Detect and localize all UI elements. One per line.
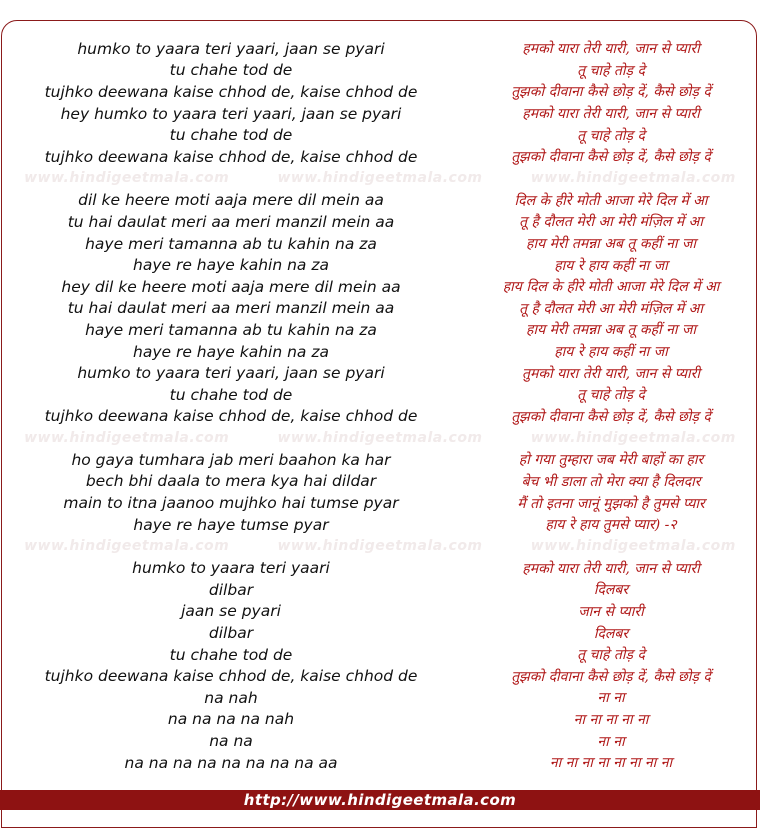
lyric-roman: haye meri tamanna ab tu kahin na za	[85, 234, 377, 253]
lyric-hindi: दिल के हीरे मोती आजा मेरे दिल में आ	[514, 192, 708, 209]
lyric-hindi: तुझको दीवाना कैसे छोड़ दें, कैसे छोड़ दें	[511, 84, 711, 101]
lyric-line	[0, 341, 760, 363]
lyric-roman: tujhko deewana kaise chhod de, kaise chhod de	[44, 667, 418, 686]
stanza	[0, 190, 760, 428]
lyric-hindi: हाय रे हाय कहीं ना जा	[554, 257, 668, 274]
lyric-hindi: बेच भी डाला तो मेरा क्या है दिलदार	[521, 473, 701, 490]
lyrics-content	[0, 38, 760, 795]
lyric-line	[0, 665, 760, 687]
watermark-text: www.hindigeetmala.com	[24, 170, 230, 186]
lyric-roman: haye re haye tumse pyar	[133, 515, 329, 534]
lyric-hindi: हमको यारा तेरी यारी, जान से प्यारी	[522, 41, 700, 58]
lyric-hindi: दिलबर	[593, 625, 629, 642]
lyric-roman: na na	[209, 732, 253, 751]
lyric-roman: na nah	[204, 688, 258, 707]
lyric-line	[0, 730, 760, 752]
lyric-line	[0, 579, 760, 601]
lyric-roman: tujhko deewana kaise chhod de, kaise chhod de	[44, 407, 418, 426]
lyric-line	[0, 644, 760, 666]
lyric-line	[0, 38, 760, 60]
lyric-roman: jaan se pyari	[181, 602, 281, 621]
lyric-roman: na na na na nah	[167, 710, 295, 729]
lyric-hindi: तुझको दीवाना कैसे छोड़ दें, कैसे छोड़ दें	[511, 668, 711, 685]
lyric-roman: hey humko to yaara teri yaari, jaan se pyari	[60, 104, 402, 123]
lyric-line	[0, 211, 760, 233]
lyric-line	[0, 709, 760, 731]
lyric-roman: na na na na na na na na aa	[124, 753, 338, 772]
lyric-roman: dil ke heere moti aaja mere dil mein aa	[78, 191, 384, 210]
footer-url-link[interactable]: http://www.hindigeetmala.com	[243, 791, 517, 809]
lyric-hindi: तुझको दीवाना कैसे छोड़ दें, कैसे छोड़ दें	[511, 149, 711, 166]
stanza	[0, 38, 760, 168]
lyric-roman: tu hai daulat meri aa meri manzil mein aa	[67, 299, 395, 318]
lyric-line	[0, 514, 760, 536]
lyric-hindi: हाय दिल के हीरे मोती आजा मेरे दिल में आ	[502, 279, 720, 296]
lyric-hindi: तू चाहे तोड़ दे	[577, 62, 645, 79]
lyric-roman: humko to yaara teri yaari, jaan se pyari	[77, 364, 385, 383]
watermark-text: www.hindigeetmala.com	[277, 170, 483, 186]
lyric-line	[0, 254, 760, 276]
lyric-line	[0, 81, 760, 103]
lyric-roman: haye re haye kahin na za	[133, 256, 329, 275]
lyric-roman: tu chahe tod de	[169, 645, 293, 664]
lyric-hindi: तुझको दीवाना कैसे छोड़ दें, कैसे छोड़ दें	[511, 408, 711, 425]
watermark-text: www.hindigeetmala.com	[24, 430, 230, 446]
lyric-line	[0, 362, 760, 384]
lyric-line	[0, 103, 760, 125]
lyric-hindi: तू चाहे तोड़ दे	[577, 387, 645, 404]
lyric-line	[0, 687, 760, 709]
lyric-hindi: ना ना	[597, 733, 625, 750]
lyric-roman: haye meri tamanna ab tu kahin na za	[85, 320, 377, 339]
lyric-hindi: दिलबर	[593, 582, 629, 599]
lyric-hindi: तुमको यारा तेरी यारी, जान से प्यारी	[522, 365, 700, 382]
lyric-roman: humko to yaara teri yaari, jaan se pyari	[77, 39, 385, 58]
stanza	[0, 557, 760, 773]
lyric-line	[0, 406, 760, 428]
lyric-line	[0, 319, 760, 341]
lyric-line	[0, 449, 760, 471]
lyric-roman: dilbar	[208, 624, 254, 643]
watermark-text: www.hindigeetmala.com	[277, 538, 483, 554]
lyric-roman: humko to yaara teri yaari	[132, 559, 330, 578]
lyric-roman: tu hai daulat meri aa meri manzil mein aa	[67, 212, 395, 231]
stanza	[0, 449, 760, 535]
lyric-hindi: तू है दौलत मेरी आ मेरी मंज़िल में आ	[519, 214, 703, 231]
lyric-line	[0, 124, 760, 146]
lyric-line	[0, 146, 760, 168]
lyric-hindi: ना ना	[597, 690, 625, 707]
watermark-text: www.hindigeetmala.com	[530, 538, 736, 554]
lyric-roman: tujhko deewana kaise chhod de, kaise chhod de	[44, 147, 418, 166]
lyric-roman: tu chahe tod de	[169, 126, 293, 145]
lyric-roman: hey dil ke heere moti aaja mere dil mein aa	[61, 277, 401, 296]
lyric-hindi: तू चाहे तोड़ दे	[577, 647, 645, 664]
lyric-roman: ho gaya tumhara jab meri baahon ka har	[71, 450, 391, 469]
lyric-line	[0, 752, 760, 774]
lyric-hindi: हाय मेरी तमन्ना अब तू कहीं ना जा	[526, 322, 696, 339]
lyric-line	[0, 276, 760, 298]
lyric-roman: tu chahe tod de	[169, 385, 293, 404]
lyric-roman: haye re haye kahin na za	[133, 342, 329, 361]
lyric-line	[0, 492, 760, 514]
watermark-text: www.hindigeetmala.com	[277, 430, 483, 446]
lyric-roman: dilbar	[208, 580, 254, 599]
lyric-line	[0, 298, 760, 320]
lyric-hindi: हमको यारा तेरी यारी, जान से प्यारी	[522, 106, 700, 123]
footer-bar	[0, 790, 760, 810]
lyric-roman: tujhko deewana kaise chhod de, kaise chhod de	[44, 82, 418, 101]
lyric-hindi: मैं तो इतना जानूं मुझको है तुमसे प्यार	[517, 495, 705, 512]
watermark-text: www.hindigeetmala.com	[530, 430, 736, 446]
lyric-line	[0, 471, 760, 493]
lyric-hindi: हो गया तुम्हारा जब मेरी बाहों का हार	[518, 452, 704, 469]
watermark-text: www.hindigeetmala.com	[530, 170, 736, 186]
lyric-hindi: हाय रे हाय तुमसे प्यार) -२	[545, 517, 677, 534]
lyric-hindi: तू चाहे तोड़ दे	[577, 127, 645, 144]
lyric-hindi: हाय रे हाय कहीं ना जा	[554, 344, 668, 361]
lyric-line	[0, 622, 760, 644]
lyric-roman: tu chahe tod de	[169, 61, 293, 80]
lyric-line	[0, 601, 760, 623]
lyric-roman: main to itna jaanoo mujhko hai tumse pyar	[63, 494, 399, 513]
lyric-line	[0, 557, 760, 579]
lyric-hindi: हाय मेरी तमन्ना अब तू कहीं ना जा	[526, 236, 696, 253]
lyric-line	[0, 233, 760, 255]
watermark-text: www.hindigeetmala.com	[24, 538, 230, 554]
lyric-hindi: तू है दौलत मेरी आ मेरी मंज़िल में आ	[519, 300, 703, 317]
lyric-hindi: हमको यारा तेरी यारी, जान से प्यारी	[522, 560, 700, 577]
lyric-line	[0, 384, 760, 406]
lyric-hindi: ना ना ना ना ना	[573, 711, 649, 728]
lyric-roman: bech bhi daala to mera kya hai dildar	[85, 472, 377, 491]
lyric-line	[0, 190, 760, 212]
lyric-hindi: ना ना ना ना ना ना ना ना	[549, 755, 673, 772]
lyric-line	[0, 60, 760, 82]
lyric-hindi: जान से प्यारी	[578, 603, 644, 620]
